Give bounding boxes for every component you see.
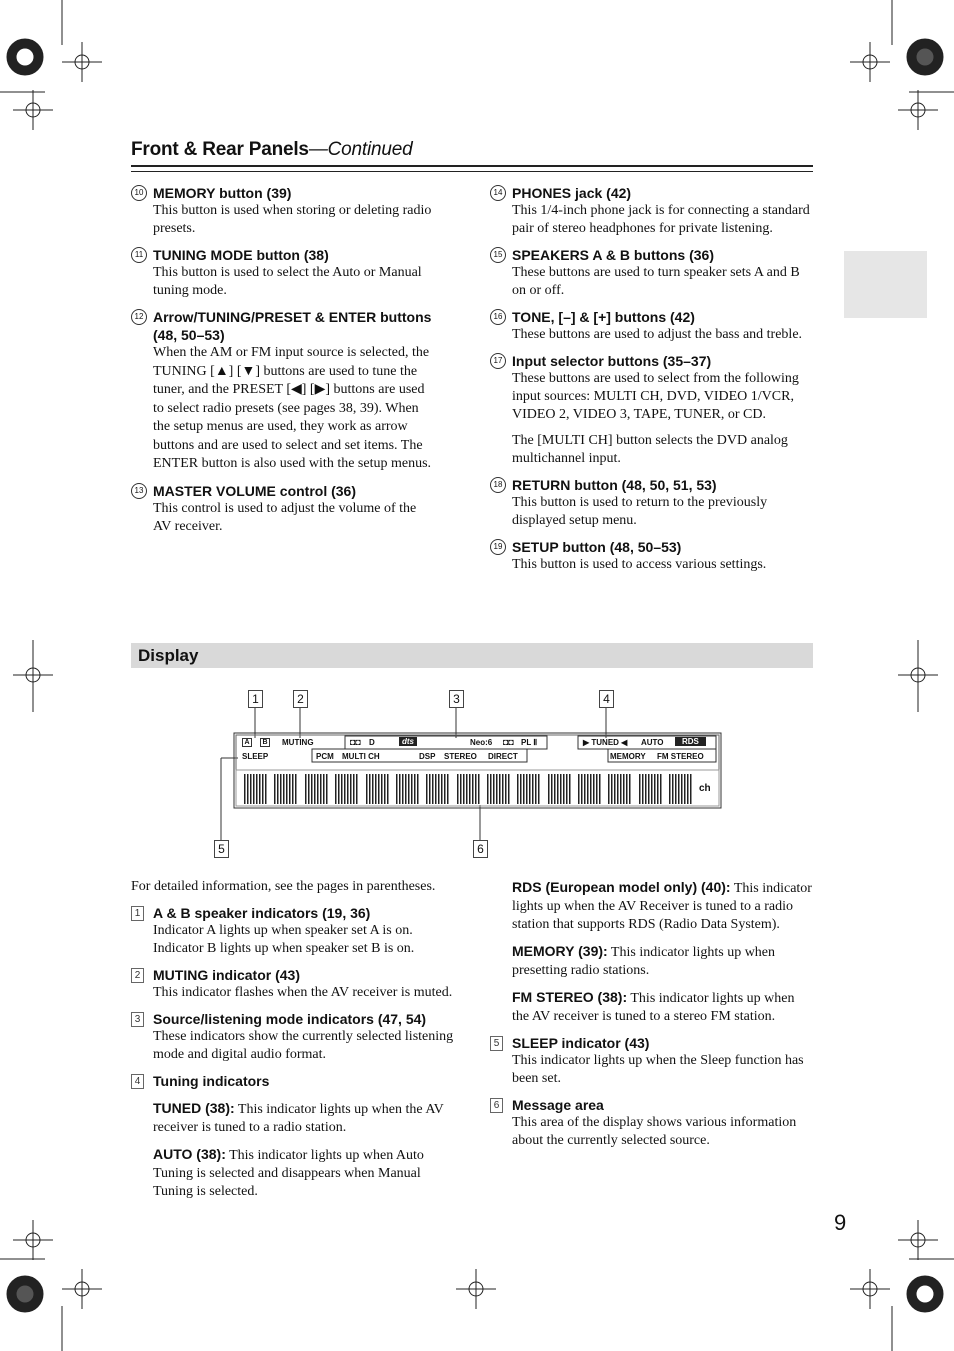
item-desc: This area of the display shows various information about the currently selected source. (512, 1115, 797, 1148)
item-number: 15 (490, 247, 506, 263)
indicator-tuned: ▶ TUNED ◀ (583, 738, 628, 747)
callout-1: 1 (248, 690, 263, 708)
para-lead: MEMORY (39): (512, 943, 608, 959)
indicator-auto: AUTO (641, 738, 664, 747)
indicator-pl2: PL Ⅱ (521, 738, 538, 747)
item-number: 6 (490, 1098, 503, 1113)
page-title: Front & Rear Panels—Continued (131, 139, 413, 160)
item-number: 2 (131, 968, 144, 983)
item-title: RETURN button (48, 50, 51, 53) (512, 477, 717, 493)
callout-3: 3 (449, 690, 464, 708)
tuning-paragraph (153, 1099, 456, 1137)
item-title: SLEEP indicator (43) (512, 1035, 650, 1051)
list-item (131, 904, 456, 958)
indicator-stereo: STEREO (444, 752, 477, 761)
character-cell (335, 774, 359, 804)
indicator-memory: MEMORY (610, 752, 646, 761)
item-desc-para: The [MULTI CH] button selects the DVD analog multichannel input. (512, 433, 788, 466)
character-cell (244, 774, 268, 804)
item-desc: This button is used to return to the previously displayed setup menu. (512, 495, 768, 528)
character-cell (608, 774, 632, 804)
item-desc: These buttons are used to adjust the bass and treble. (512, 327, 803, 342)
display-right-column (490, 878, 813, 1158)
header-title-main: Front & Rear Panels (131, 139, 309, 160)
item-number: 17 (490, 353, 506, 369)
indicator-direct: DIRECT (488, 752, 518, 761)
indicator-paragraph (512, 988, 813, 1026)
character-cell (669, 774, 693, 804)
item-title: MASTER VOLUME control (36) (153, 482, 357, 499)
item-title: Arrow/TUNING/PRESET & ENTER buttons (48, 50–53) (153, 309, 432, 343)
list-item (131, 966, 456, 1002)
character-cell (396, 774, 420, 804)
item-title: PHONES jack (42) (512, 185, 632, 201)
indicator-paragraph (512, 942, 813, 980)
indicator-b: B (260, 738, 270, 747)
item-number: 14 (490, 185, 506, 201)
item-title: Source/listening mode indicators (47, 54) (153, 1011, 427, 1027)
indicator-ch: ch (699, 783, 711, 794)
indicator-pcm: PCM (316, 752, 334, 761)
dolby-icon: ◘◘ (503, 737, 514, 747)
page-number: 9 (834, 1210, 847, 1235)
item-title: MEMORY button (39) (153, 185, 292, 201)
indicator-a: A (242, 738, 252, 747)
para-text: This indicator lights up when the AV receiver is tuned to a radio station. (153, 1102, 444, 1135)
indicator-dolby-d: D (369, 738, 375, 747)
indicator-neo6: Neo:6 (470, 738, 493, 747)
dolby-icon: ◘◘ (350, 737, 361, 747)
item-title: TONE, [–] & [+] buttons (42) (512, 309, 695, 325)
indicator-paragraph (512, 878, 813, 934)
item-desc: This button is used to access various settings. (512, 557, 767, 572)
item-number: 16 (490, 309, 506, 325)
item-number: 4 (131, 1074, 144, 1089)
item-number: 18 (490, 477, 506, 493)
intro-text: For detailed information, see the pages in parentheses. (131, 879, 436, 894)
character-cell (457, 774, 481, 804)
item-title: SETUP button (48, 50–53) (512, 539, 682, 555)
item-desc: Indicator A lights up when speaker set A is on. Indicator B lights up when speaker set B is on. (153, 923, 415, 956)
item-title: SPEAKERS A & B buttons (36) (512, 247, 714, 263)
item-title: Message area (512, 1097, 604, 1113)
list-item (490, 1096, 813, 1150)
display-left-column (131, 878, 456, 1209)
item-desc: This indicator flashes when the AV receiver is muted. (153, 985, 453, 1000)
item-number: 19 (490, 539, 506, 555)
item-desc: This button is used when storing or deleting radio presets. (153, 203, 432, 236)
indicator-dsp: DSP (419, 752, 436, 761)
indicator-sleep: SLEEP (242, 752, 269, 761)
item-number: 13 (131, 483, 147, 499)
item-title: MUTING indicator (43) (153, 967, 301, 983)
item-number: 12 (131, 309, 147, 325)
para-text: This indicator lights up when presetting radio stations. (512, 945, 776, 978)
item-title: Input selector buttons (35–37) (512, 353, 712, 369)
callout-5: 5 (214, 840, 229, 858)
item-title: Tuning indicators (153, 1073, 270, 1089)
para-lead: TUNED (38): (153, 1100, 235, 1116)
para-text: This indicator lights up when the AV receiver is tuned to a stereo FM station. (512, 991, 795, 1024)
character-cell (305, 774, 329, 804)
list-item (131, 1010, 456, 1064)
item-number: 10 (131, 185, 147, 201)
item-desc: These buttons are used to turn speaker sets A and B on or off. (512, 265, 800, 298)
indicator-multi-ch: MULTI CH (342, 752, 380, 761)
item-title: TUNING MODE button (38) (153, 247, 329, 263)
para-lead: RDS (European model only) (40): (512, 879, 731, 895)
list-item (490, 1034, 813, 1088)
character-cell (274, 774, 298, 804)
item-title: A & B speaker indicators (19, 36) (153, 905, 371, 921)
character-cell (517, 774, 541, 804)
item-desc: This 1/4-inch phone jack is for connecting a standard pair of stereo headphones for private listening. (512, 203, 810, 236)
character-cell (426, 774, 450, 804)
item-number: 1 (131, 906, 144, 921)
item-number: 11 (131, 247, 147, 263)
para-text: This indicator lights up when Auto Tuning is selected and disappears when Manual Tuning is selected. (153, 1148, 424, 1199)
item-desc: These indicators show the currently selected listening mode and digital audio format. (153, 1029, 454, 1062)
item-desc: When the AM or FM input source is selected, the TUNING [▲] [▼] buttons are used to tune the tuner, and the PRESET [◀] [▶] buttons are used to select radio presets (see pages 38, 39). When the setup menus are used, they work as arrow buttons and are used to select and set items. The ENTER button is also used with the setup menus. (153, 345, 432, 471)
character-cell (578, 774, 602, 804)
item-desc: This control is used to adjust the volume of the AV receiver. (153, 500, 417, 534)
character-cell (487, 774, 511, 804)
item-desc: This button is used to select the Auto or Manual tuning mode. (153, 265, 422, 298)
callout-4: 4 (599, 690, 614, 708)
para-lead: FM STEREO (38): (512, 989, 628, 1005)
para-text: This indicator lights up when the AV Receiver is tuned to a radio station that supports RDS (Radio Data System). (512, 881, 812, 932)
character-cell (366, 774, 390, 804)
indicator-dts: dts (399, 737, 417, 746)
callout-2: 2 (293, 690, 308, 708)
para-lead: AUTO (38): (153, 1146, 226, 1162)
character-cell (639, 774, 663, 804)
item-number: 3 (131, 1012, 144, 1027)
item-number: 5 (490, 1036, 503, 1051)
callout-6: 6 (473, 840, 488, 858)
indicator-muting: MUTING (282, 738, 314, 747)
item-desc-para: These buttons are used to select from the following input sources: MULTI CH, DVD, VIDEO 1/VCR, VIDEO 2, VIDEO 3, TAPE, TUNER, or CD. (512, 371, 799, 422)
item-desc: This indicator lights up when the Sleep function has been set. (512, 1053, 804, 1086)
list-item (131, 1072, 456, 1090)
indicator-fm-stereo: FM STEREO (657, 752, 704, 761)
display-section-title: Display (138, 646, 199, 665)
header-title-continued: Continued (327, 139, 413, 160)
tuning-paragraph (153, 1145, 456, 1201)
indicator-rds: RDS (675, 737, 706, 746)
character-cell (548, 774, 572, 804)
